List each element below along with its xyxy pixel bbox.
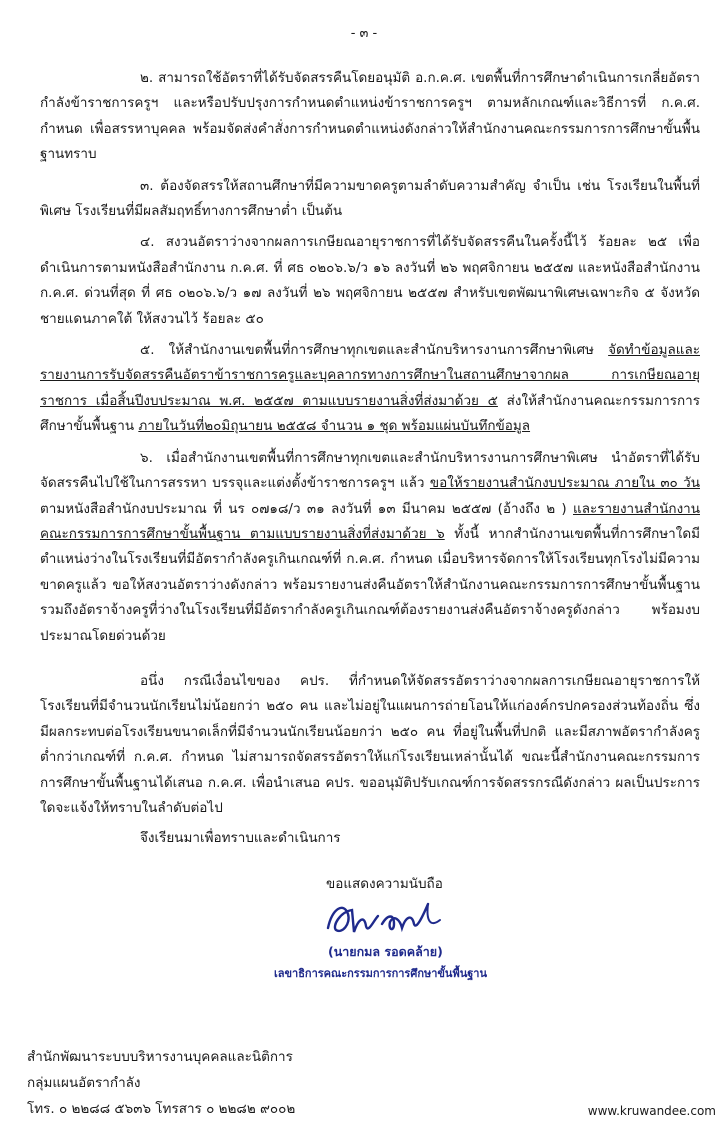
signature-stroke	[328, 908, 378, 932]
signature	[318, 890, 458, 946]
signer-name: (นายกมล รอดคล้าย)	[328, 944, 443, 959]
letter-body	[40, 66, 700, 827]
paragraph-text: อนึ่ง กรณีเงื่อนไขของ คปร. ที่กำหนดให้จัดสรรอัตราว่างจากผลการเกษียณอายุราชการให้โรงเรียนที่มีจำนวนนักเรียนไม่น้อยกว่า ๒๕๐ คน และไม่อยู่ในแผนการถ่ายโอนให้แก่องค์กรปกครองส่วนท้องถิ่น ซึ่งมีผลกระทบต่อโรงเรียนขนาดเล็กที่มีจำนวนนักเรียนน้อยกว่า ๒๕๐ คน ที่อยู่ในพื้นที่ปกติ และมีสภาพอัตรากำลังครูต่ำกว่าเกณฑ์ที่ ก.ค.ศ. กำหนด ไม่สามารถจัดสรรอัตราให้แก่โรงเรียนเหล่านั้นได้ ขณะนี้สำนักงานคณะกรรมการการศึกษาขั้นพื้นฐานได้เสนอ ก.ค.ศ. เพื่อนำเสนอ คปร. ขออนุมัติปรับเกณฑ์การจัดสรรกรณีดังกล่าว ผลเป็นประการใดจะแจ้งให้ทราบในลำดับต่อไป	[40, 672, 700, 816]
underlined-text: และรายงานสำนักงานคณะกรรมการการศึกษาขั้นพื้นฐาน ตามแบบรายงานสิ่งที่ส่งมาด้วย ๖	[40, 500, 700, 542]
paragraph-text: ๓. ต้องจัดสรรให้สถานศึกษาที่มีความขาดครูตามลำดับความสำคัญ จำเป็น เช่น โรงเรียนในพื้นที่พิเศษ โรงเรียนที่มีผลสัมฤทธิ์ทางการศึกษาต่ำ เป็นต้น	[40, 177, 700, 220]
closing-line: จึงเรียนมาเพื่อทราบและดำเนินการ	[140, 830, 341, 846]
paragraph-note	[40, 669, 700, 821]
office-block	[27, 1044, 295, 1122]
underlined-text: จัดทำข้อมูลและรายงานการรับจัดสรรคืนอัตราข้าราชการครูและบุคลากรทางการศึกษาในสถานศึกษาจากผล การเกษียณอายุราชการ เมื่อสิ้นปีงบประมาณ พ.ศ. ๒๕๕๗ ตามแบบรายงานสิ่งที่ส่งมาด้วย ๕	[40, 342, 700, 409]
paragraph-text: ๖. เมื่อสำนักงานเขตพื้นที่การศึกษาทุกเขตและสำนักบริหารงานการศึกษาพิเศษ นำอัตราที่ได้รับจัดสรรคืนไปใช้ในการสรรหา บรรจุและแต่งตั้งข้าราชการครูฯ แล้ว	[40, 449, 700, 492]
paragraph-item-6	[40, 446, 700, 649]
paragraph-text: ๕. ให้สำนักงานเขตพื้นที่การศึกษาทุกเขตและสำนักบริหารงานการศึกษาพิเศษ	[140, 342, 609, 359]
office-contact: โทร. ๐ ๒๒๘๘ ๕๖๓๖ โทรสาร ๐ ๒๒๘๒ ๙๐๐๒	[27, 1101, 296, 1117]
regards-line: ขอแสดงความนับถือ	[326, 876, 443, 892]
signer-title: เลขาธิการคณะกรรมการการศึกษาขั้นพื้นฐาน	[274, 967, 487, 980]
signature-stroke	[428, 904, 441, 923]
paragraph-text: ๒. สามารถใช้อัตราที่ได้รับจัดสรรคืนโดยอนุมัติ อ.ก.ค.ศ. เขตพื้นที่การศึกษาดำเนินการเกลี่ยอัตรากำลังข้าราชการครูฯ และหรือปรับปรุงการกำหนดตำแหน่งข้าราชการครูฯ ตามหลักเกณฑ์และวิธีการที่ ก.ค.ศ. กำหนด เพื่อสรรหาบุคคล พร้อมจัดส่งคำสั่งการกำหนดตำแหน่งดังกล่าวให้สำนักงานคณะกรรมการการศึกษาขั้นพื้นฐานทราบ	[40, 70, 700, 163]
paragraph-text: ทั้งนี้ หากสำนักงานเขตพื้นที่การศึกษาใดมีตำแหน่งว่างในโรงเรียนที่มีอัตรากำลังครูเกินเกณฑ์ที่ ก.ค.ศ. กำหนด เมื่อบริหารจัดการให้โรงเรียนทุกโรงไม่มีความขาดครูแล้ว ขอให้สงวนอัตราว่างดังกล่าว พร้อมรายงานส่งคืนอัตราให้สำนักงานคณะกรรมการการศึกษาขั้นพื้นฐาน รวมถึงอัตราจ้างครูที่ว่างในโรงเรียนที่มีอัตรากำลังครูเกินเกณฑ์ต้องรายงานส่งคืนอัตราจ้างครูดังกล่าว พร้อมงบประมาณโดยด่วนด้วย	[40, 525, 700, 644]
office-name: สำนักพัฒนาระบบบริหารงานบุคคลและนิติการ	[27, 1049, 293, 1065]
office-group: กลุ่มแผนอัตรากำลัง	[27, 1075, 141, 1091]
paragraph-item-5	[40, 338, 700, 440]
paragraph-text: ส่งให้สำนักงานคณะกรรมการการศึกษาขั้นพื้นฐาน	[40, 392, 700, 435]
signature-stroke	[382, 904, 428, 929]
website-watermark: www.kruwandee.com	[587, 1104, 716, 1118]
paragraph-text: ตามหนังสือสำนักงบประมาณ ที่ นร ๐๗๑๘/ว ๓๑ ลงวันที่ ๑๓ มีนาคม ๒๕๕๗ (อ้างถึง ๒ )	[40, 500, 573, 517]
paragraph-item-2	[40, 66, 700, 168]
underlined-text: ขอให้รายงานสำนักงบประมาณ ภายใน ๓๐ วัน	[429, 475, 700, 492]
page-number: - ๓ -	[350, 26, 378, 41]
paragraph-item-3	[40, 174, 700, 225]
paragraph-text: ๔. สงวนอัตราว่างจากผลการเกษียณอายุราชการที่ได้รับจัดสรรคืนในครั้งนี้ไว้ ร้อยละ ๒๕ เพื่อดำเนินการตามหนังสือสำนักงาน ก.ค.ศ. ที่ ศธ ๐๒๐๖.๖/ว ๑๖ ลงวันที่ ๒๖ พฤศจิกายน ๒๕๕๗ และหนังสือสำนักงาน ก.ค.ศ. ด่วนที่สุด ที่ ศธ ๐๒๐๖.๖/ว ๑๗ ลงวันที่ ๒๖ พฤศจิกายน ๒๕๕๗ สำหรับเขตพัฒนาพิเศษเฉพาะกิจ ๕ จังหวัดชายแดนภาคใต้ ให้สงวนไว้ ร้อยละ ๕๐	[40, 234, 700, 327]
underlined-text: ภายในวันที่๒๐มิถุนายน ๒๕๕๘ จำนวน ๑ ชุด พร้อมแผ่นบันทึกข้อมูล	[138, 418, 531, 435]
paragraph-item-4	[40, 230, 700, 332]
